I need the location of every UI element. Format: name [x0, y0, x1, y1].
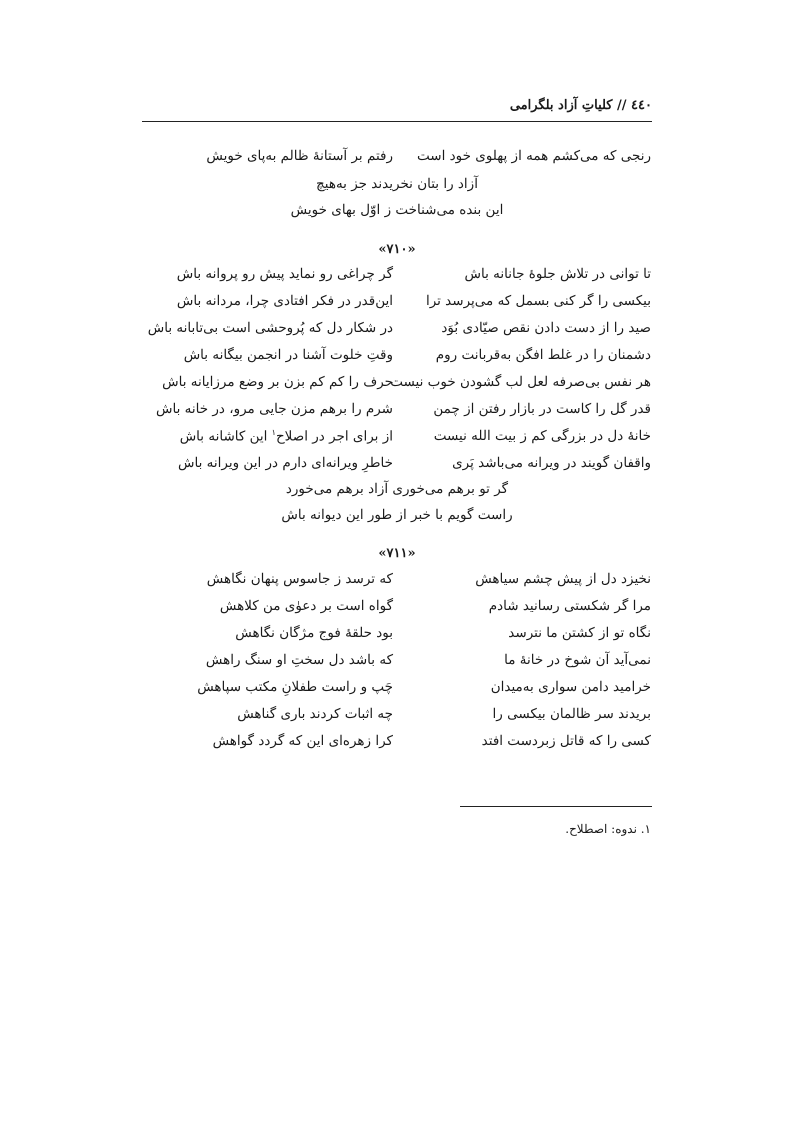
couplet-left: شرم را برهم مزن جایی مرو، در خانه باش	[156, 401, 393, 417]
intro-line-1-right: رنجی که می‌کشم همه از پهلوی خود است	[417, 148, 651, 164]
couplet-right: تا توانی در تلاش جلوهٔ جانانه باش	[464, 266, 651, 282]
couplet-left: گواه است بر دعوٰی من کلاهش	[219, 598, 393, 614]
couplet-left: کرا زهره‌ای این که گردد گواهش	[212, 733, 393, 749]
couplet-left: خاطرِ ویرانه‌ای دارم در این ویرانه باش	[178, 455, 393, 471]
couplet-left: بود حلقهٔ فوج مژگان نگاهش	[235, 625, 393, 641]
couplet-right: قدر گل را کاست در بازار رفتن از چمن	[433, 401, 651, 417]
ghazal-710-title: «٧١٠»	[378, 242, 416, 257]
couplet-right: هر نفس بی‌صرفه لعل لب گشودن خوب نیست	[390, 374, 651, 390]
intro-line-3: این بنده می‌شناخت ز اوّل بهای خویش	[290, 202, 504, 218]
couplet-right: مرا گر شکستی رسانید شادم	[488, 598, 651, 614]
couplet-right: دشمنان را در غلط افگن به‌قربانت روم	[435, 347, 651, 363]
couplet-right: بیکسی را گر کنی بسمل که می‌پرسد ترا	[425, 293, 651, 309]
footnote-rule	[460, 806, 652, 807]
couplet-right: بریدند سر ظالمان بیکسی را	[492, 706, 651, 722]
couplet-left: چَپ و راست طفلانِ مکتب سپاهش	[197, 679, 393, 695]
ghazal-710-closing-1: گر تو برهم می‌خوری آزاد برهم می‌خورد	[285, 481, 509, 497]
couplet-left: حرف را کم کم بزن بر وضع مرزایانه باش	[162, 374, 393, 390]
header-title: ٤٤٠ // کلیاتِ آزاد بلگرامی	[509, 98, 652, 113]
intro-line-1-left: رفتم بر آستانهٔ ظالم به‌پای خویش	[206, 148, 393, 164]
couplet-right: خرامید دامن سواری به‌میدان	[490, 679, 651, 695]
couplet-left: وقتِ خلوت آشنا در انجمن بیگانه باش	[183, 347, 393, 363]
couplet-left: که ترسد ز جاسوس پنهان نگاهش	[206, 571, 393, 587]
header-rule	[142, 121, 652, 122]
couplet-right: صید را از دست دادن نقص صیّادی بُوَد	[441, 320, 651, 336]
couplet-right: نگاه تو از کشتن ما نترسد	[508, 625, 651, 641]
footnote-marker: ١	[271, 428, 276, 437]
footnote: ١. ندوه: اصطلاح.	[565, 822, 651, 836]
ghazal-711-title: «٧١١»	[378, 546, 416, 561]
couplet-right: خانهٔ دل در بزرگی کم ز بیت الله نیست	[433, 428, 651, 444]
ghazal-710-closing-2: راست گویم با خبر از طور این دیوانه باش	[281, 507, 513, 523]
couplet-right: واقفان گویند در ویرانه می‌باشد پَری	[452, 455, 651, 471]
intro-line-2: آزاد را بتان نخریدند جز به‌هیچ	[316, 176, 478, 192]
couplet-left-part: این کاشانه باش	[179, 428, 272, 445]
couplet-right: نخیزد دل از پیش چشم سیاهش	[475, 571, 651, 587]
running-header	[142, 98, 652, 120]
couplet-left-part: از برای اجر در اصلاح	[275, 428, 393, 445]
couplet-left: چه اثبات کردند باری گناهش	[237, 706, 393, 722]
couplet-left: در شکار دل که پُروحشی است بی‌تابانه باش	[147, 320, 393, 336]
couplet-right: کسی را که قاتل زبردست افتد	[481, 733, 651, 749]
couplet-left: که باشد دل سختِ او سنگ راهش	[205, 652, 393, 668]
couplet-left: این‌قدر در فکر افتادی چرا، مردانه باش	[176, 293, 393, 309]
couplet-right: نمی‌آید آن شوخ در خانهٔ ما	[504, 652, 651, 668]
couplet-left-with-footnote	[141, 428, 393, 445]
couplet-left: گر چراغی رو نماید پیش رو پروانه باش	[176, 266, 393, 282]
